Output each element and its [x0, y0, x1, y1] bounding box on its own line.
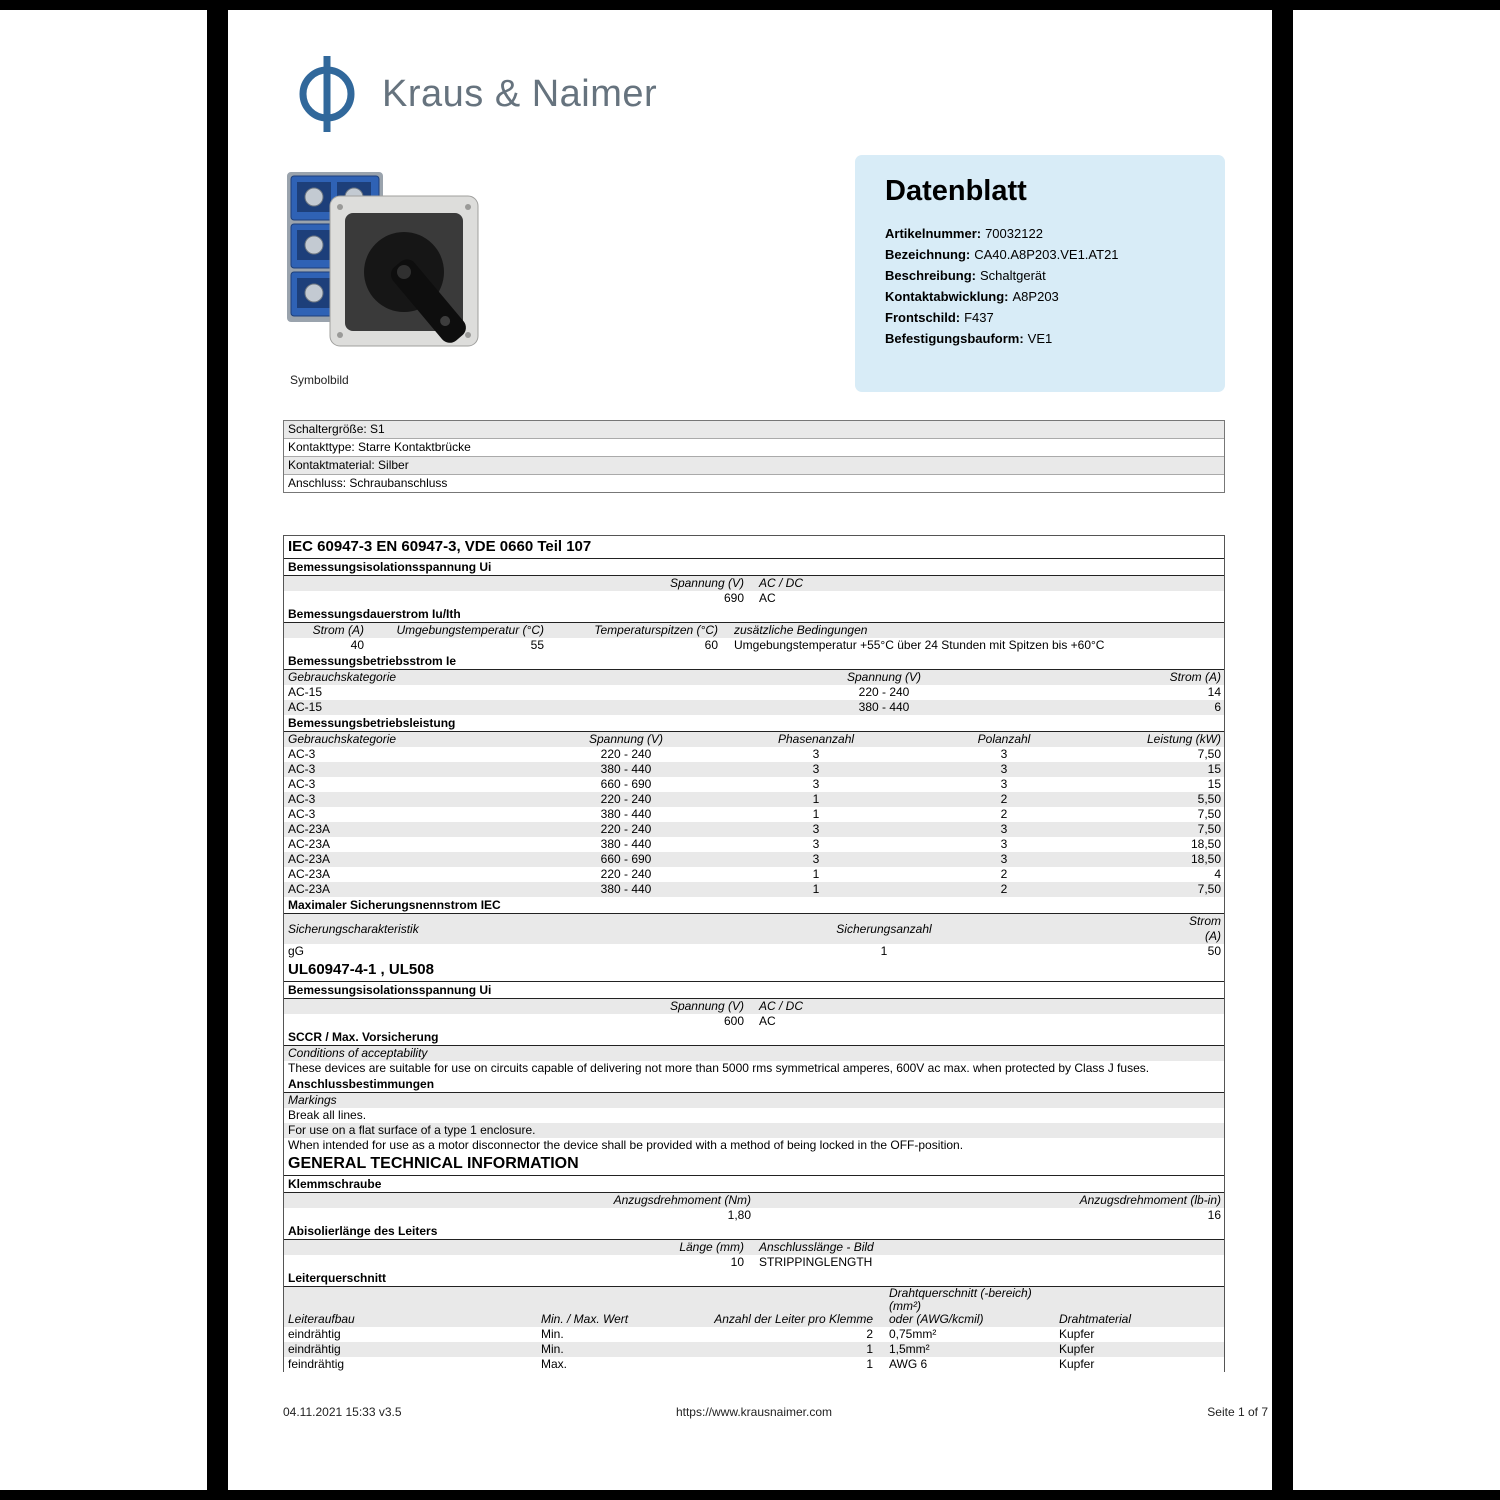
cell: 660 - 690 [600, 852, 652, 866]
info-field: Bezeichnung: CA40.A8P203.VE1.AT21 [885, 247, 1119, 262]
info-field: Befestigungsbauform: VE1 [885, 331, 1053, 346]
data-row [284, 777, 1224, 792]
header-row [284, 1240, 1224, 1255]
col-header: Drahtmaterial [1059, 1312, 1132, 1326]
cell: 2 [1000, 807, 1008, 821]
data-row [284, 1357, 1224, 1372]
data-row [284, 822, 1224, 837]
header-row: Conditions of acceptability [284, 1046, 1224, 1061]
col-header: Spannung (V) [669, 576, 744, 590]
header-row [284, 623, 1224, 638]
cell: AC-23A [288, 837, 331, 851]
cell: 3 [1000, 777, 1008, 791]
header-row [284, 999, 1224, 1014]
data-row [284, 792, 1224, 807]
cell: 3 [812, 747, 820, 761]
cell: AC-23A [288, 882, 331, 896]
summary-row: Kontaktmaterial: Silber [284, 456, 1224, 474]
datasheet-info-box [855, 155, 1225, 392]
section-header: Bemessungsisolationsspannung Ui [284, 559, 1224, 576]
data-row [284, 1255, 1224, 1270]
cell: 2 [866, 1327, 873, 1341]
cell: 3 [1000, 762, 1008, 776]
cell: Max. [541, 1357, 568, 1371]
col-header: Strom (A) [1188, 914, 1221, 943]
col-header: Leistung (kW) [1146, 732, 1221, 746]
section-header: Bemessungsdauerstrom Iu/Ith [284, 606, 1224, 623]
data-row [284, 747, 1224, 762]
cell: 600 [723, 1014, 744, 1028]
section-header: Abisolierlänge des Leiters [284, 1223, 1224, 1240]
cell: 15 [1207, 762, 1221, 776]
section-header: Maximaler Sicherungsnennstrom IEC [284, 897, 1224, 914]
cell: 220 - 240 [858, 685, 910, 699]
cell: AC-23A [288, 852, 331, 866]
cell: Umgebungstemperatur +55°C über 24 Stunden mit Spitzen bis +60°C [734, 638, 1105, 652]
cell: 50 [1207, 944, 1221, 958]
cell: STRIPPINGLENGTH [759, 1255, 873, 1269]
section-header: SCCR / Max. Vorsicherung [284, 1029, 1224, 1046]
cell: 3 [1000, 852, 1008, 866]
cell: 1,5mm² [889, 1342, 930, 1356]
footer-page-number: Seite 1 of 7 [1207, 1405, 1268, 1419]
cell: 1 [812, 807, 820, 821]
info-field: Kontaktabwicklung: A8P203 [885, 289, 1059, 304]
cell: 220 - 240 [600, 822, 652, 836]
cell: 0,75mm² [889, 1327, 937, 1341]
cell: 6 [1214, 700, 1221, 714]
spec-table [283, 535, 1225, 1372]
page-title: Datenblatt [885, 175, 1027, 207]
col-header: Phasenanzahl [777, 732, 855, 746]
data-row [284, 638, 1224, 653]
cell: 380 - 440 [600, 762, 652, 776]
cell: AC-23A [288, 822, 331, 836]
info-field: Frontschild: F437 [885, 310, 994, 325]
summary-row: Anschluss: Schraubanschluss [284, 474, 1224, 492]
data-row [284, 882, 1224, 897]
cell: 380 - 440 [600, 807, 652, 821]
info-field: Artikelnummer: 70032122 [885, 226, 1043, 241]
cell: 14 [1207, 685, 1221, 699]
col-header: Min. / Max. Wert [541, 1312, 629, 1326]
brand-name: Kraus & Naimer [382, 72, 658, 115]
product-image-caption: Symbolbild [290, 373, 349, 387]
cell: 16 [1207, 1208, 1221, 1222]
col-header: Anzugsdrehmoment (Nm) [613, 1193, 751, 1207]
cell: Kupfer [1059, 1327, 1095, 1341]
table-title-general: GENERAL TECHNICAL INFORMATION [284, 1153, 1224, 1176]
cell: 18,50 [1190, 852, 1221, 866]
header-row: Markings [284, 1093, 1224, 1108]
col-header-line: oder (AWG/kcmil) [889, 1312, 984, 1326]
data-row [284, 944, 1224, 959]
cell: 380 - 440 [858, 700, 910, 714]
cell: 690 [723, 591, 744, 605]
cell: 2 [1000, 792, 1008, 806]
info-field: Beschreibung: Schaltgerät [885, 268, 1046, 283]
cell: 7,50 [1197, 822, 1221, 836]
col-header: Länge (mm) [679, 1240, 744, 1254]
cell: Min. [541, 1327, 564, 1341]
brand-logo [290, 52, 657, 136]
col-header [878, 1287, 1048, 1326]
summary-table [283, 420, 1225, 493]
col-header: Gebrauchskategorie [288, 732, 397, 746]
page-frame-left [207, 0, 228, 1500]
table-title-ul: UL60947-4-1 , UL508 [284, 959, 1224, 982]
cell: AC-3 [288, 747, 316, 761]
data-row [284, 1208, 1224, 1223]
section-header: Bemessungsisolationsspannung Ui [284, 982, 1224, 999]
data-row: When intended for use as a motor disconnector the device shall be provided with a method of being locked in the OFF-position. [288, 1138, 964, 1152]
data-row [284, 700, 1224, 715]
cell: eindrähtig [288, 1327, 341, 1341]
section-header: Klemmschraube [284, 1176, 1224, 1193]
col-header: Spannung (V) [588, 732, 664, 746]
cell: AC-3 [288, 807, 316, 821]
data-row: These devices are suitable for use on circuits capable of delivering not more than 5000 rms symmetrical amperes, 600V ac max. when protected by Class J fuses. [288, 1061, 1150, 1075]
col-header: Strom (A) [312, 623, 364, 637]
cell: 220 - 240 [600, 792, 652, 806]
col-header: Spannung (V) [846, 670, 922, 684]
data-row [284, 685, 1224, 700]
col-header: Umgebungstemperatur (°C) [396, 623, 544, 637]
cell: 2 [1000, 882, 1008, 896]
cell: 1 [880, 944, 888, 958]
phi-logo-icon [290, 52, 364, 136]
cell: 55 [530, 638, 544, 652]
col-header: AC / DC [759, 576, 804, 590]
cell: 18,50 [1190, 837, 1221, 851]
data-row: For use on a flat surface of a type 1 enclosure. [284, 1123, 1224, 1138]
cell: 1 [812, 882, 820, 896]
cell: Kupfer [1059, 1342, 1095, 1356]
cell: 3 [1000, 747, 1008, 761]
col-header: zusätzliche Bedingungen [734, 623, 868, 637]
data-row [284, 1327, 1224, 1342]
cell: AC [759, 591, 776, 605]
col-header-line: Drahtquerschnitt (-bereich) (mm²) [889, 1286, 1032, 1313]
cell: eindrähtig [288, 1342, 341, 1356]
col-header: Gebrauchskategorie [288, 670, 397, 684]
cell: 10 [730, 1255, 744, 1269]
cell: AC-3 [288, 762, 316, 776]
col-header: Leiteraufbau [288, 1312, 355, 1326]
cell: 1,80 [727, 1208, 751, 1222]
cell: feindrähtig [288, 1357, 345, 1371]
cell: 2 [1000, 867, 1008, 881]
cell: 3 [812, 837, 820, 851]
cell: AC-3 [288, 792, 316, 806]
page-frame-right [1272, 0, 1293, 1500]
cell: AC-15 [288, 685, 323, 699]
col-header: Anschlusslänge - Bild [759, 1240, 874, 1254]
cell: AWG 6 [889, 1357, 928, 1371]
summary-row: Kontakttype: Starre Kontaktbrücke [284, 438, 1224, 456]
col-header: Sicherungscharakteristik [288, 921, 419, 936]
document-page [228, 10, 1272, 1490]
header-row [284, 1193, 1224, 1208]
cell: AC-3 [288, 777, 316, 791]
cell: 7,50 [1197, 882, 1221, 896]
header-row [284, 1287, 1224, 1327]
cell: 1 [812, 867, 820, 881]
cell: Kupfer [1059, 1357, 1095, 1371]
col-header: Sicherungsanzahl [836, 921, 932, 936]
cell: 1 [866, 1342, 873, 1356]
cell: 220 - 240 [600, 747, 652, 761]
col-header: Temperaturspitzen (°C) [594, 623, 718, 637]
col-header: Strom (A) [1169, 670, 1221, 684]
data-row: Break all lines. [288, 1108, 367, 1122]
cell: 40 [350, 638, 364, 652]
col-header: Anzugsdrehmoment (lb-in) [1079, 1193, 1221, 1207]
cell: 220 - 240 [600, 867, 652, 881]
cell: Min. [541, 1342, 564, 1356]
header-row [284, 732, 1224, 747]
cell: 60 [704, 638, 718, 652]
col-header: AC / DC [759, 999, 804, 1013]
summary-row: Schaltergröße: S1 [284, 421, 1224, 438]
data-row [284, 807, 1224, 822]
col-header: Spannung (V) [669, 999, 744, 1013]
cell: 3 [812, 762, 820, 776]
data-row [284, 1342, 1224, 1357]
table-title-iec: IEC 60947-3 EN 60947-3, VDE 0660 Teil 107 [284, 536, 1224, 559]
cell: 3 [1000, 837, 1008, 851]
cell: gG [288, 944, 305, 958]
cell: 5,50 [1197, 792, 1221, 806]
footer-url[interactable]: https://www.krausnaimer.com [675, 1405, 833, 1419]
col-header: Anzahl der Leiter pro Klemme [714, 1312, 873, 1326]
cell: AC [759, 1014, 776, 1028]
section-header: Bemessungsbetriebsleistung [284, 715, 1224, 732]
section-header: Bemessungsbetriebsstrom Ie [284, 653, 1224, 670]
data-row [284, 591, 1224, 606]
data-row [284, 867, 1224, 882]
data-row [284, 762, 1224, 777]
data-row [284, 852, 1224, 867]
cell: 7,50 [1197, 747, 1221, 761]
cell: 3 [812, 777, 820, 791]
header-row [284, 576, 1224, 591]
header-row [284, 670, 1224, 685]
cell: 1 [866, 1357, 873, 1371]
product-image [283, 160, 483, 370]
cell: 380 - 440 [600, 882, 652, 896]
section-header: Anschlussbestimmungen [284, 1076, 1224, 1093]
cell: 15 [1207, 777, 1221, 791]
col-header: Polanzahl [977, 732, 1031, 746]
footer-date-version: 04.11.2021 15:33 v3.5 [283, 1405, 402, 1419]
section-header: Leiterquerschnitt [284, 1270, 1224, 1287]
data-row [284, 837, 1224, 852]
cell: 3 [812, 852, 820, 866]
cell: 4 [1214, 867, 1221, 881]
cell: 3 [812, 822, 820, 836]
cell: 3 [1000, 822, 1008, 836]
cell: 7,50 [1197, 807, 1221, 821]
cell: AC-23A [288, 867, 331, 881]
cell: 380 - 440 [600, 837, 652, 851]
header-row [284, 914, 1224, 944]
cell: 1 [812, 792, 820, 806]
data-row [284, 1014, 1224, 1029]
cell: AC-15 [288, 700, 323, 714]
cell: 660 - 690 [600, 777, 652, 791]
